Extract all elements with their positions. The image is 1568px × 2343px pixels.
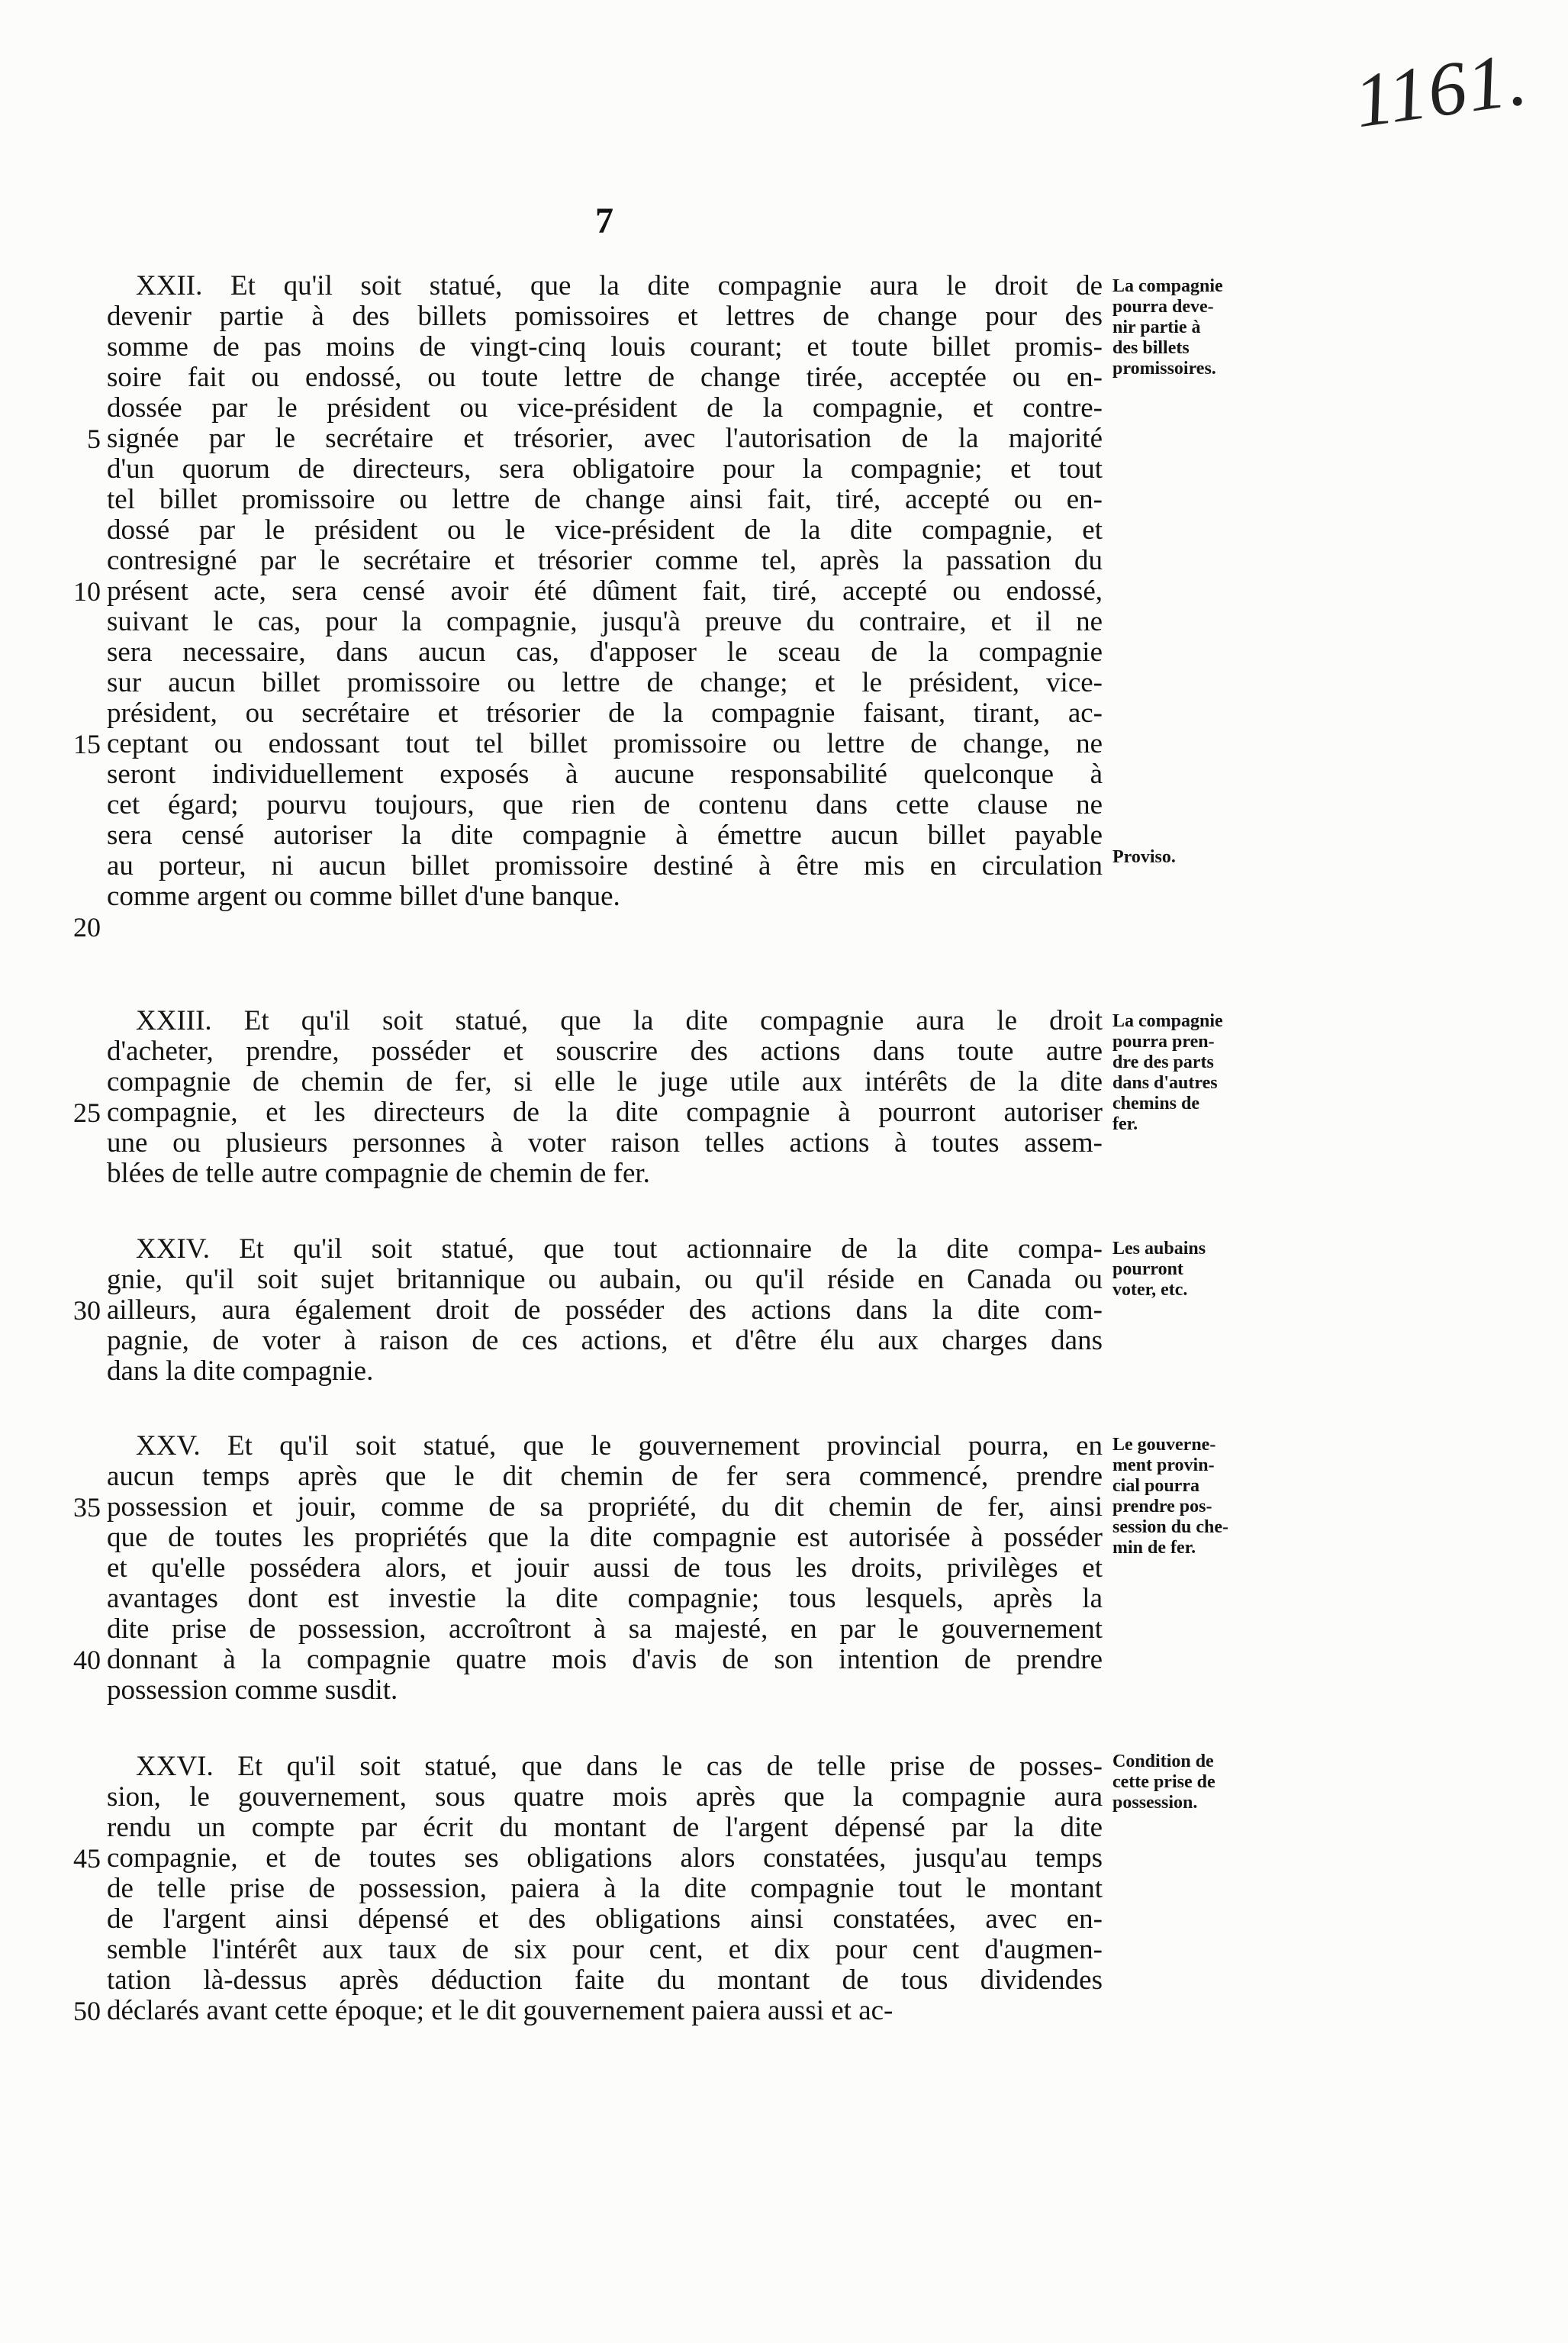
marginal-note-line: Le gouverne- bbox=[1112, 1435, 1216, 1455]
paragraph-line: dite prise de possession, accroîtront à sa majesté, en par le gouvernement bbox=[107, 1613, 1103, 1645]
marginal-note-line: chemins de bbox=[1112, 1094, 1199, 1113]
marginal-note-line: dre des parts bbox=[1112, 1052, 1214, 1072]
line-number: 25 bbox=[73, 1097, 101, 1128]
paragraph-line: devenir partie à des billets pomissoires et lettres de change pour des bbox=[107, 301, 1103, 332]
line-number: 45 bbox=[73, 1843, 101, 1874]
paragraph-line: tation là-dessus après déduction faite du montant de tous dividendes bbox=[107, 1964, 1103, 1996]
paragraph-line: d'acheter, prendre, posséder et souscrire des actions dans toute autre bbox=[107, 1036, 1103, 1067]
paragraph-line: ailleurs, aura également droit de posséder des actions dans la dite com- bbox=[107, 1294, 1103, 1326]
paragraph-line: rendu un compte par écrit du montant de l'argent dépensé par la dite bbox=[107, 1812, 1103, 1843]
paragraph-line: avantages dont est investie la dite compagnie; tous lesquels, après la bbox=[107, 1583, 1103, 1614]
marginal-note-line: cial pourra bbox=[1112, 1476, 1199, 1496]
paragraph-line: sera necessaire, dans aucun cas, d'apposer le sceau de la compagnie bbox=[107, 637, 1103, 668]
paragraph-line: sur aucun billet promissoire ou lettre de change; et le président, vice- bbox=[107, 667, 1103, 698]
marginal-note-line: des billets bbox=[1112, 338, 1190, 358]
marginal-note-line: min de fer. bbox=[1112, 1538, 1196, 1558]
paragraph-line: compagnie de chemin de fer, si elle le juge utile aux intérêts de la dite bbox=[107, 1066, 1103, 1097]
paragraph-line: compagnie, et les directeurs de la dite compagnie à pourront autoriser bbox=[107, 1097, 1103, 1128]
paragraph-line: signée par le secrétaire et trésorier, avec l'autorisation de la majorité bbox=[107, 423, 1103, 454]
paragraph-line: possession comme susdit. bbox=[107, 1674, 398, 1706]
marginal-note-line: cette prise de bbox=[1112, 1772, 1215, 1792]
paragraph-line: possession et jouir, comme de sa propriété, du dit chemin de fer, ainsi bbox=[107, 1491, 1103, 1523]
paragraph-line: donnant à la compagnie quatre mois d'avis de son intention de prendre bbox=[107, 1644, 1103, 1675]
paragraph-line: pagnie, de voter à raison de ces actions, et d'être élu aux charges dans bbox=[107, 1325, 1103, 1356]
line-number: 35 bbox=[73, 1492, 101, 1523]
paragraph-line: dans la dite compagnie. bbox=[107, 1355, 374, 1387]
paragraph-line: XXIII. Et qu'il soit statué, que la dite compagnie aura le droit bbox=[136, 1005, 1103, 1036]
paragraph-line: ceptant ou endossant tout tel billet promissoire ou lettre de change, ne bbox=[107, 728, 1103, 759]
marginal-note-line: Les aubains bbox=[1112, 1239, 1206, 1259]
paragraph-line: XXII. Et qu'il soit statué, que la dite compagnie aura le droit de bbox=[136, 270, 1103, 301]
paragraph-line: soire fait ou endossé, ou toute lettre de change tirée, acceptée ou en- bbox=[107, 362, 1103, 393]
marginal-note-line: prendre pos- bbox=[1112, 1497, 1212, 1516]
marginal-note-line: Condition de bbox=[1112, 1752, 1214, 1771]
paragraph-line: tel billet promissoire ou lettre de change ainsi fait, tiré, accepté ou en- bbox=[107, 484, 1103, 515]
paragraph-line: d'un quorum de directeurs, sera obligatoire pour la compagnie; et tout bbox=[107, 453, 1103, 485]
paragraph-line: au porteur, ni aucun billet promissoire destiné à être mis en circulation bbox=[107, 850, 1103, 881]
paragraph-line: et qu'elle possédera alors, et jouir aussi de tous les droits, privilèges et bbox=[107, 1552, 1103, 1584]
paragraph-line: XXV. Et qu'il soit statué, que le gouvernement provincial pourra, en bbox=[136, 1430, 1103, 1462]
paragraph-line: XXVI. Et qu'il soit statué, que dans le cas de telle prise de posses- bbox=[136, 1751, 1103, 1782]
paragraph-line: sera censé autoriser la dite compagnie à émettre aucun billet payable bbox=[107, 820, 1103, 851]
marginal-note-line: pourra pren- bbox=[1112, 1032, 1215, 1052]
marginal-note-line: voter, etc. bbox=[1112, 1280, 1188, 1300]
line-number: 40 bbox=[73, 1645, 101, 1675]
paragraph-line: président, ou secrétaire et trésorier de la compagnie faisant, tirant, ac- bbox=[107, 698, 1103, 729]
paragraph-line: aucun temps après que le dit chemin de fer sera commencé, prendre bbox=[107, 1461, 1103, 1492]
marginal-note-line: fer. bbox=[1112, 1114, 1138, 1134]
paragraph-line: contresigné par le secrétaire et trésorier comme tel, après la passation du bbox=[107, 545, 1103, 576]
paragraph-line: comme argent ou comme billet d'une banque. bbox=[107, 881, 620, 912]
paragraph-line: semble l'intérêt aux taux de six pour cent, et dix pour cent d'augmen- bbox=[107, 1934, 1103, 1965]
paragraph-line: suivant le cas, pour la compagnie, jusqu'à preuve du contraire, et il ne bbox=[107, 606, 1103, 637]
paragraph-line: déclarés avant cette époque; et le dit gouvernement paiera aussi et ac- bbox=[107, 1995, 893, 2026]
marginal-note-line: La compagnie bbox=[1112, 276, 1223, 296]
marginal-note-line: session du che- bbox=[1112, 1517, 1229, 1537]
paragraph-line: présent acte, sera censé avoir été dûment fait, tiré, accepté ou endossé, bbox=[107, 575, 1103, 607]
paragraph-line: dossée par le président ou vice-président de la compagnie, et contre- bbox=[107, 392, 1103, 424]
marginal-note-line: Proviso. bbox=[1112, 847, 1176, 867]
paragraph-line: que de toutes les propriétés que la dite compagnie est autorisée à posséder bbox=[107, 1522, 1103, 1553]
paragraph-line: cet égard; pourvu toujours, que rien de contenu dans cette clause ne bbox=[107, 789, 1103, 820]
paragraph-line: sion, le gouvernement, sous quatre mois après que la compagnie aura bbox=[107, 1781, 1103, 1813]
line-number: 15 bbox=[73, 729, 101, 759]
line-number: 5 bbox=[87, 424, 101, 454]
paragraph-line: XXIV. Et qu'il soit statué, que tout actionnaire de la dite compa- bbox=[136, 1233, 1103, 1265]
marginal-note-line: promissoires. bbox=[1112, 359, 1216, 379]
paragraph-line: de telle prise de possession, paiera à la dite compagnie tout le montant bbox=[107, 1873, 1103, 1904]
paragraph-line: seront individuellement exposés à aucune responsabilité quelconque à bbox=[107, 759, 1103, 790]
page-number: 7 bbox=[595, 201, 613, 241]
marginal-note-line: nir partie à bbox=[1112, 317, 1201, 337]
paragraph-line: compagnie, et de toutes ses obligations alors constatées, jusqu'au temps bbox=[107, 1842, 1103, 1874]
marginal-note-line: pourra deve- bbox=[1112, 297, 1214, 317]
marginal-note-line: possession. bbox=[1112, 1793, 1198, 1813]
line-number: 50 bbox=[73, 1996, 101, 2026]
paragraph-line: gnie, qu'il soit sujet britannique ou aubain, ou qu'il réside en Canada ou bbox=[107, 1264, 1103, 1295]
marginal-note-line: ment provin- bbox=[1112, 1455, 1215, 1475]
line-number: 20 bbox=[73, 912, 101, 943]
marginal-note-line: La compagnie bbox=[1112, 1011, 1223, 1031]
paragraph-line: dossé par le président ou le vice-président de la dite compagnie, et bbox=[107, 514, 1103, 546]
marginal-note-line: dans d'autres bbox=[1112, 1073, 1218, 1093]
handwritten-folio-number: 1161. bbox=[1349, 35, 1534, 144]
line-number: 30 bbox=[73, 1295, 101, 1326]
marginal-note-line: pourront bbox=[1112, 1259, 1183, 1279]
paragraph-line: somme de pas moins de vingt-cinq louis courant; et toute billet promis- bbox=[107, 331, 1103, 363]
paragraph-line: une ou plusieurs personnes à voter raison telles actions à toutes assem- bbox=[107, 1127, 1103, 1159]
line-number: 10 bbox=[73, 576, 101, 607]
paragraph-line: blées de telle autre compagnie de chemin de fer. bbox=[107, 1158, 650, 1189]
paragraph-line: de l'argent ainsi dépensé et des obligations ainsi constatées, avec en- bbox=[107, 1903, 1103, 1935]
